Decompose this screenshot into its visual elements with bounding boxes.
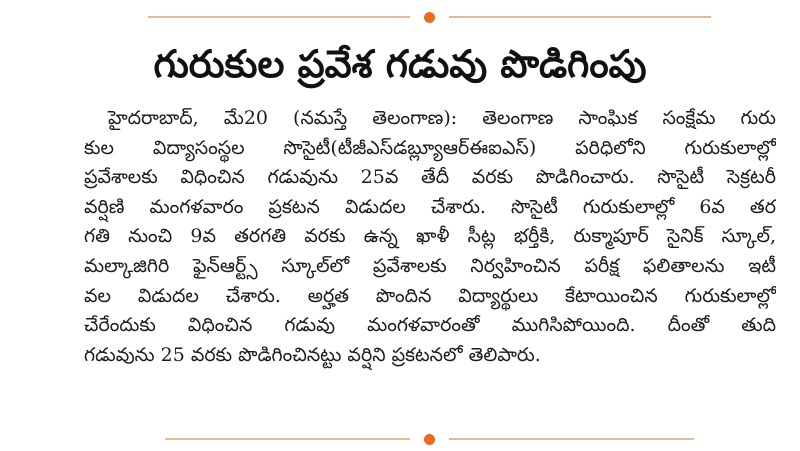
bottom-divider-line-right [449, 438, 694, 440]
top-divider [0, 10, 800, 24]
top-divider-dot [424, 12, 435, 23]
article-line: గతి నుంచి 9వ తరగతి వరకు ఉన్న ఖాళీ సీట్ల భర్తీకి, రుక్మాపూర్‌ సైనిక్‌ స్కూల్‌, [84, 225, 776, 248]
bottom-divider [0, 432, 800, 446]
bottom-divider-line-left [165, 438, 410, 440]
article-line: వర్షిణి మంగళవారం ప్రకటన విడుదల చేశారు. సొసైటీ గురుకులాల్లో 6వ తర [84, 195, 776, 218]
bottom-divider-dot [424, 434, 435, 445]
article-headline: గురుకుల ప్రవేశ గడువు పొడిగింపు [153, 42, 647, 86]
top-divider-line-left [148, 16, 410, 18]
article-line: గడువును 25 వరకు పొడిగించినట్టు వర్షిని ప్రకటనలో తెలిపారు. [84, 343, 541, 366]
article-line: ప్రవేశాలకు విధించిన గడువును 25వ తేదీ వరకు పొడిగించారు. సొసైటీ సెక్రటరీ [84, 166, 776, 189]
article-line: వల విడుదల చేశారు. అర్హత పొందిన విద్యార్థులు కేటాయించిన గురుకులాల్లో [84, 284, 776, 307]
article-line: మల్కాజిగిరి ఫైన్‌ఆర్ట్స్‌ స్కూల్‌లో ప్రవేశాలకు నిర్వహించిన పరీక్ష ఫలితాలను ఇటీ [84, 254, 776, 277]
article-line: చేరేందుకు విధించిన గడువు మంగళవారంతో ముగిసిపోయింది. దీంతో తుది [84, 314, 776, 337]
article-body [84, 104, 776, 370]
top-divider-line-right [449, 16, 711, 18]
article-line: హైదరాబాద్‌, మే20 (నమస్తే తెలంగాణ): తెలంగాణ సాంఘిక సంక్షేమ గురు [108, 107, 776, 129]
article-line: కుల విద్యాసంస్థల సొసైటీ(టీజీఎస్‌డబ్ల్యూఆర్‌ఈఐఎస్‌) పరిధిలోని గురుకులాల్లో [84, 136, 776, 159]
